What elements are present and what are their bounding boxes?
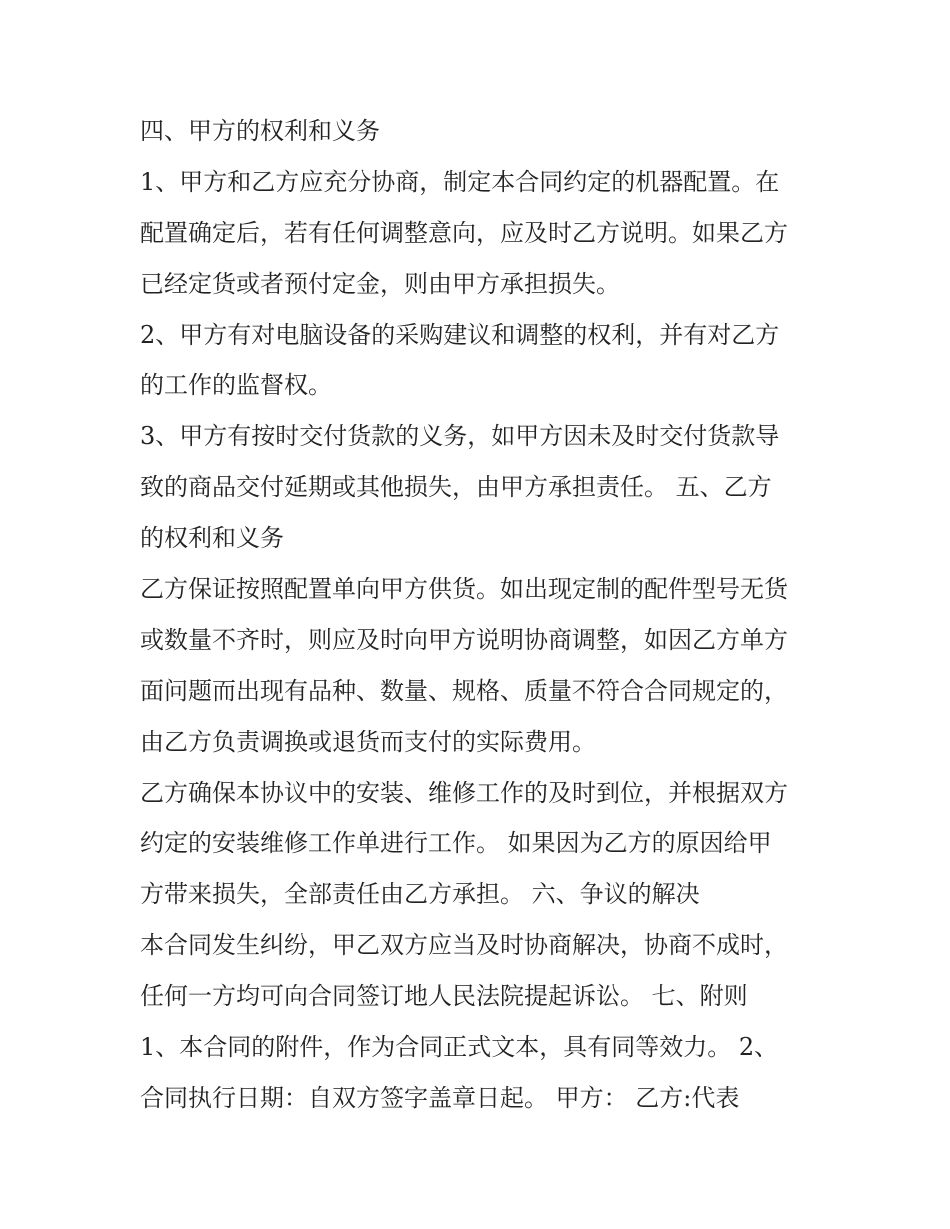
text-line: 2、甲方有对电脑设备的采购建议和调整的权利，并有对乙方 bbox=[140, 320, 780, 349]
text-line: 的工作的监督权。 bbox=[140, 371, 332, 400]
text-line: 乙方确保本协议中的安装、维修工作的及时到位，并根据双方 bbox=[140, 778, 788, 807]
text-line: 本合同发生纠纷，甲乙双方应当及时协商解决，协商不成时， bbox=[140, 931, 788, 960]
text-line: 合同执行日期：自双方签字盖章日起。 甲方： 乙方:代表 bbox=[140, 1083, 740, 1112]
text-line: 任何一方均可向合同签订地人民法院提起诉讼。 七、附则 bbox=[140, 982, 748, 1011]
text-line: 3、甲方有按时交付货款的义务，如甲方因未及时交付货款导 bbox=[140, 422, 780, 451]
text-line: 面问题而出现有品种、数量、规格、质量不符合合同规定的， bbox=[140, 676, 788, 705]
text-line: 1、本合同的附件，作为合同正式文本，具有同等效力。 2、 bbox=[140, 1033, 779, 1062]
text-line: 约定的安装维修工作单进行工作。 如果因为乙方的原因给甲 bbox=[140, 829, 772, 858]
text-line: 方带来损失，全部责任由乙方承担。 六、争议的解决 bbox=[140, 880, 700, 909]
text-line: 或数量不齐时，则应及时向甲方说明协商调整，如因乙方单方 bbox=[140, 625, 788, 654]
text-line: 的权利和义务 bbox=[140, 524, 284, 553]
text-line: 由乙方负责调换或退货而支付的实际费用。 bbox=[140, 727, 596, 756]
section-heading-party-a-rights: 四、甲方的权利和义务 bbox=[140, 117, 380, 145]
document-body bbox=[140, 106, 820, 1124]
text-line: 致的商品交付延期或其他损失，由甲方承担责任。 五、乙方 bbox=[140, 473, 772, 502]
text-line: 1、甲方和乙方应充分协商，制定本合同约定的机器配置。在 bbox=[140, 167, 780, 196]
text-line: 已经定货或者预付定金，则由甲方承担损失。 bbox=[140, 269, 620, 298]
text-line: 配置确定后，若有任何调整意向，应及时乙方说明。如果乙方 bbox=[140, 218, 788, 247]
text-line: 乙方保证按照配置单向甲方供货。如出现定制的配件型号无货 bbox=[140, 575, 788, 604]
